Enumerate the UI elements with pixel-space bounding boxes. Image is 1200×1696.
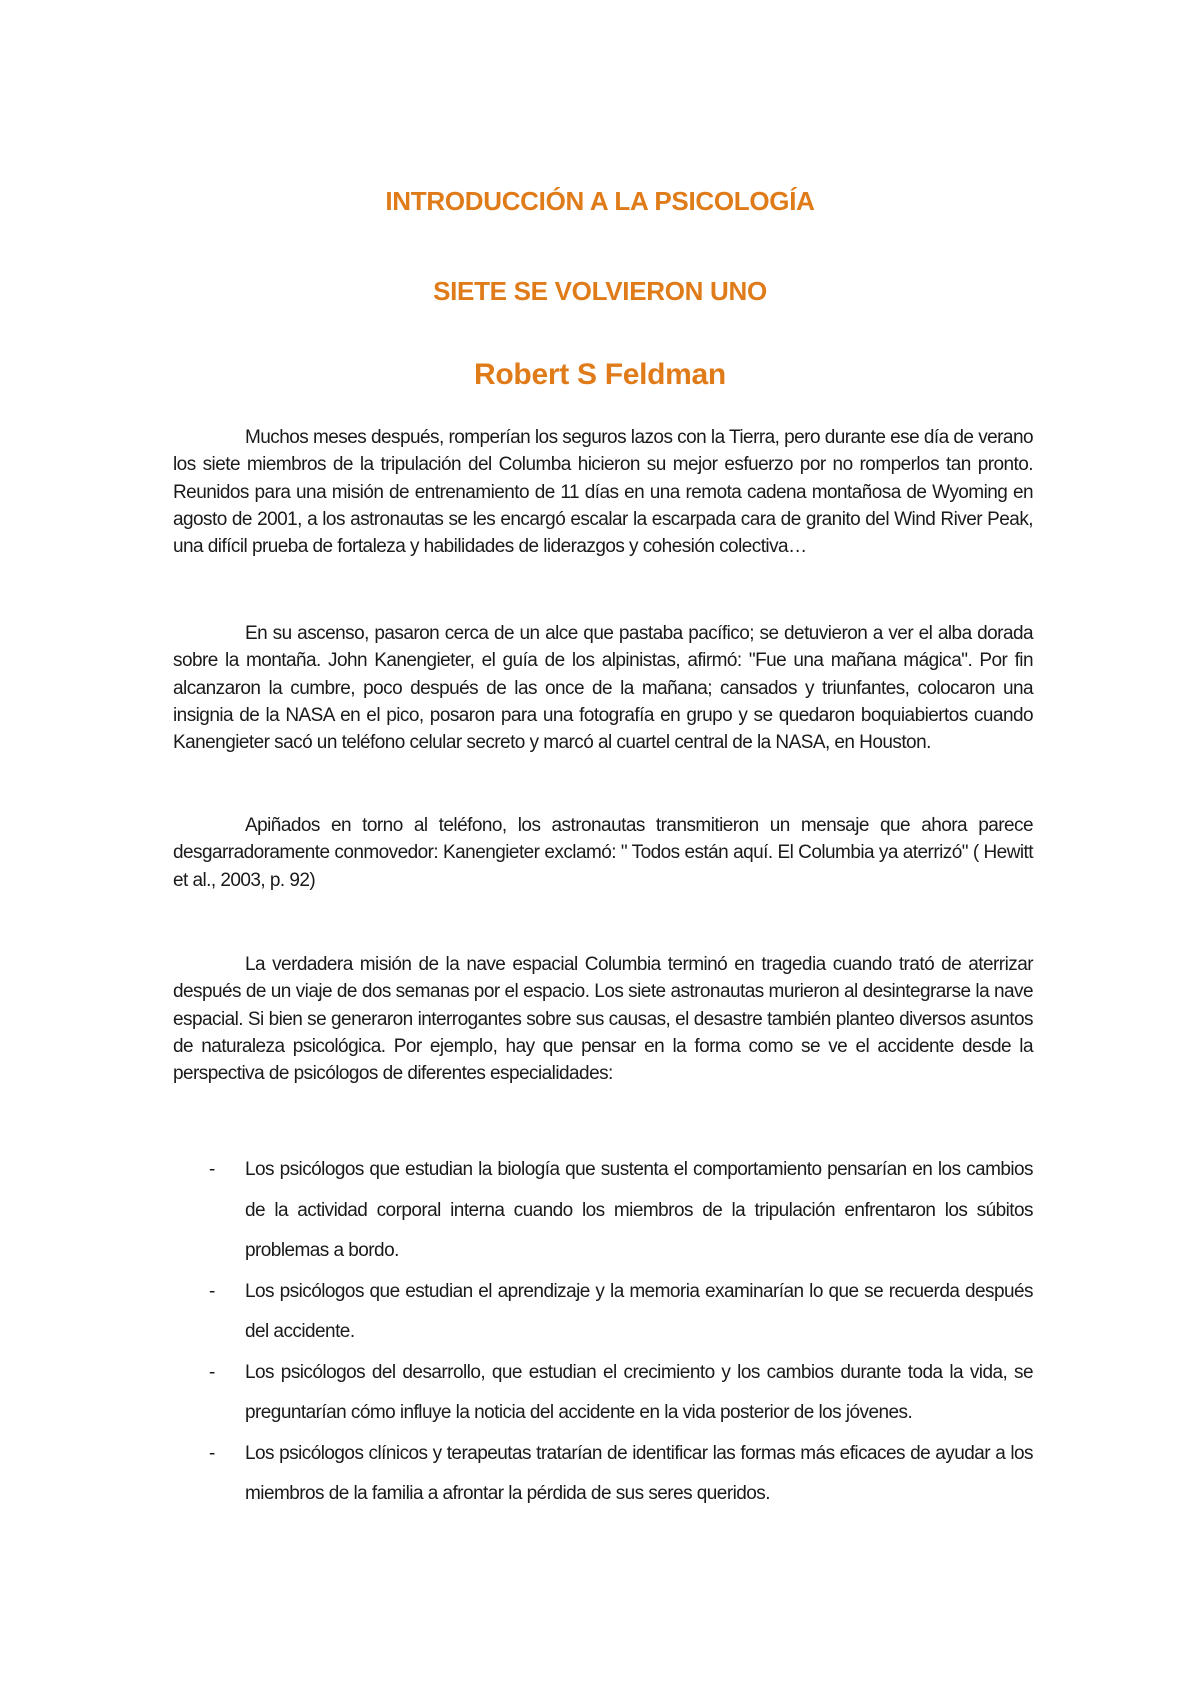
- list-item-text: Los psicólogos que estudian el aprendizaje y la memoria examinarían lo que se recuerda después del accidente.: [245, 1280, 1033, 1342]
- list-item: [173, 1272, 1033, 1353]
- list-item: [173, 1353, 1033, 1434]
- paragraph-2: [173, 620, 1033, 756]
- paragraph-4-text: La verdadera misión de la nave espacial Columbia terminó en tragedia cuando trató de aterrizar después de un viaje de dos semanas por el espacio. Los siete astronautas murieron al desintegrarse la nave espacial. Si bien se generaron interrogantes sobre sus causas, el desastre también planteo diversos asuntos de naturaleza psicológica. Por ejemplo, hay que pensar en la forma como se ve el accidente desde la perspectiva de psicólogos de diferentes especialidades:: [173, 954, 1033, 1085]
- document-title: INTRODUCCIÓN A LA PSICOLOGÍA: [385, 186, 815, 216]
- bullet-dash: -: [209, 1361, 215, 1383]
- bullet-dash: -: [209, 1159, 215, 1180]
- bullet-dash: -: [209, 1442, 215, 1464]
- paragraph-4: [173, 951, 1033, 1087]
- list-item: [173, 1150, 1033, 1272]
- paragraph-3-text: Apiñados en torno al teléfono, los astronautas transmitieron un mensaje que ahora parece desgarradoramente conmovedor: Kanengieter exclamó: " Todos están aquí. El Columbia ya aterrizó" ( Hewitt et al., 2003, p. 92): [173, 815, 1033, 891]
- document-author: Robert S Feldman: [474, 358, 726, 391]
- paragraph-1: [173, 424, 1033, 560]
- specialties-list: [173, 1150, 1033, 1515]
- list-item: [173, 1434, 1033, 1515]
- paragraph-3: [173, 812, 1033, 894]
- list-item-text: Los psicólogos del desarrollo, que estudian el crecimiento y los cambios durante toda la vida, se preguntarían cómo influye la noticia del accidente en la vida posterior de los jóvenes.: [245, 1361, 1033, 1423]
- bullet-dash: -: [209, 1280, 215, 1302]
- paragraph-2-text: En su ascenso, pasaron cerca de un alce que pastaba pacífico; se detuvieron a ver el alba dorada sobre la montaña. John Kanengieter, el guía de los alpinistas, afirmó: "Fue una mañana mágica". Por fin alcanzaron la cumbre, poco después de las once de la mañana; cansados y triunfantes, colocaron una insignia de la NASA en el pico, posaron para una fotografía en grupo y se quedaron boquiabiertos cuando Kanengieter sacó un teléfono celular secreto y marcó al cuartel central de la NASA, en Houston.: [173, 623, 1033, 754]
- paragraph-1-text: Muchos meses después, romperían los seguros lazos con la Tierra, pero durante ese día de verano los siete miembros de la tripulación del Columba hicieron su mejor esfuerzo por no romperlos tan pronto. Reunidos para una misión de entrenamiento de 11 días en una remota cadena montañosa de Wyoming en agosto de 2001, a los astronautas se les encargó escalar la escarpada cara de granito del Wind River Peak, una difícil prueba de fortaleza y habilidades de liderazgos y cohesión colectiva…: [173, 427, 1033, 558]
- document-subtitle: SIETE SE VOLVIERON UNO: [433, 276, 767, 306]
- list-item-text: Los psicólogos clínicos y terapeutas tratarían de identificar las formas más eficaces de ayudar a los miembros de la familia a afrontar la pérdida de sus seres queridos.: [245, 1442, 1033, 1504]
- list-item-text: Los psicólogos que estudian la biología que sustenta el comportamiento pensarían en los cambios de la actividad corporal interna cuando los miembros de la tripulación enfrentaron los súbitos problemas a bordo.: [245, 1159, 1033, 1261]
